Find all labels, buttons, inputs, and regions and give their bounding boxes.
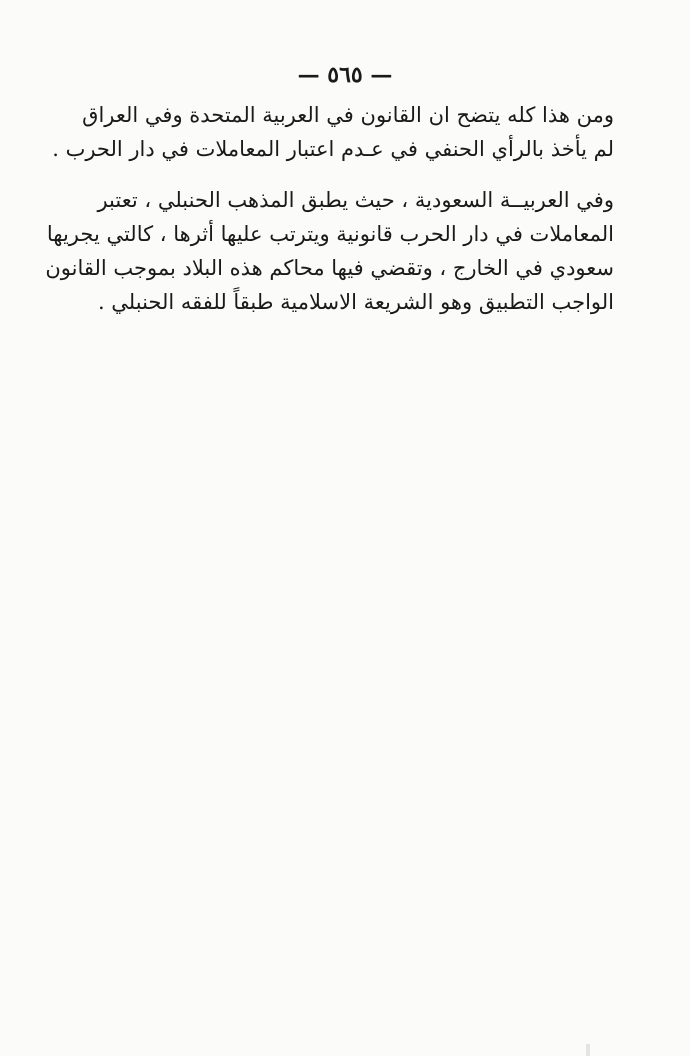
paragraph-1 [52, 98, 614, 166]
text-line: وفي العربيــة السعودية ، حيث يطبق المذهب الحنبلي ، تعتبر [97, 188, 614, 212]
text-line: الواجب التطبيق وهو الشريعة الاسلامية طبقاً للفقه الحنبلي . [97, 290, 614, 314]
scan-edge-mark [586, 1044, 590, 1056]
paragraph-spacer [114, 166, 614, 183]
text-line: سعودي في الخارج ، وتقضي فيها محاكم هذه البلاد بموجب القانون [45, 256, 614, 280]
text-line: لم يأخذ بالرأي الحنفي في عـدم اعتبار المعاملات في دار الحرب . [52, 137, 614, 161]
text-line: المعاملات في دار الحرب قانونية ويترتب عليها أثرها ، كالتي يجريها [46, 222, 614, 246]
body-text [45, 98, 614, 319]
paragraph-2 [45, 183, 614, 319]
page-number: — ٥٦٥ — [297, 62, 393, 88]
text-line: ومن هذا كله يتضح ان القانون في العربية المتحدة وفي العراق [82, 103, 614, 127]
